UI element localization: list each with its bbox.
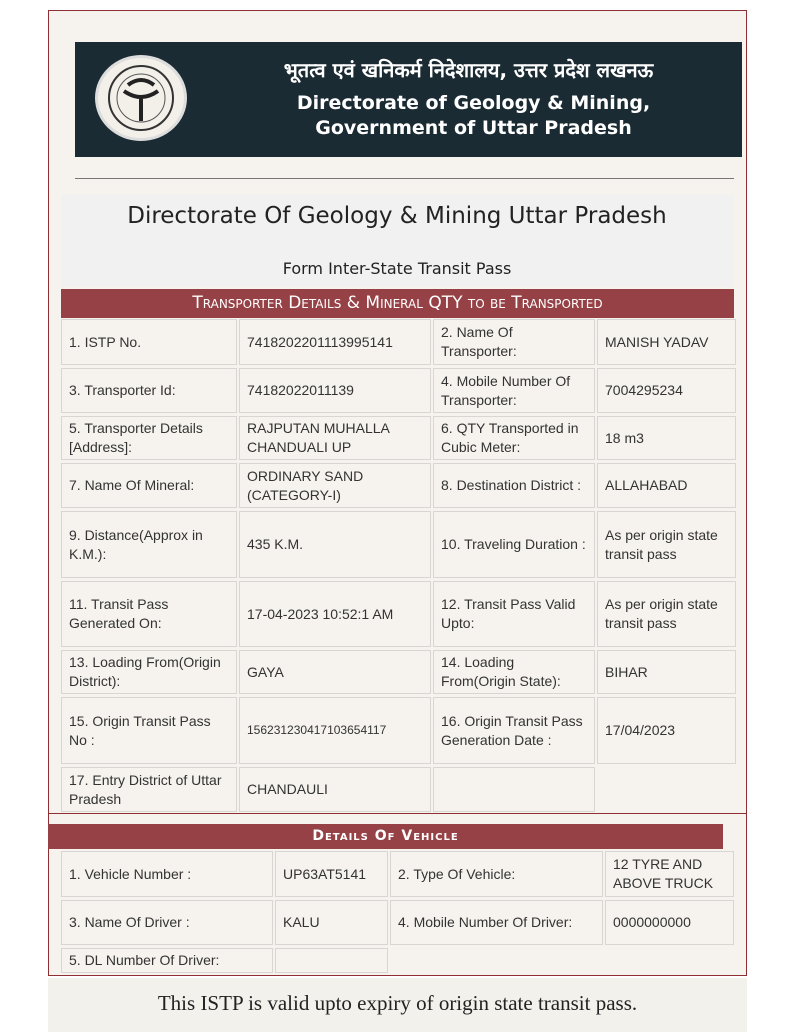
field-value: KALU — [275, 900, 388, 945]
field-label: 4. Mobile Number Of Driver: — [390, 900, 603, 945]
field-label: 17. Entry District of Uttar Pradesh — [61, 767, 237, 812]
field-label: 3. Name Of Driver : — [61, 900, 273, 945]
field-value: As per origin state transit pass — [597, 511, 736, 578]
banner-english-line1: Directorate of Geology & Mining, — [296, 92, 651, 114]
banner-english-line2: Government of Uttar Pradesh — [315, 117, 632, 139]
header-banner — [75, 42, 742, 157]
field-label: 2. Name Of Transporter: — [433, 319, 595, 365]
field-value: 74182022011139 — [239, 368, 431, 413]
field-label: 14. Loading From(Origin State): — [433, 650, 595, 694]
field-label — [433, 767, 595, 812]
field-label: 15. Origin Transit Pass No : — [61, 697, 237, 764]
transporter-details-table — [61, 319, 736, 812]
field-label: 10. Traveling Duration : — [433, 511, 595, 578]
field-label: 7. Name Of Mineral: — [61, 463, 237, 508]
field-label: 1. ISTP No. — [61, 319, 237, 365]
field-value — [597, 767, 736, 812]
form-subtitle: Form Inter-State Transit Pass — [282, 259, 512, 278]
field-value: RAJPUTAN MUHALLA CHANDUALI UP — [239, 416, 431, 460]
field-label: 12. Transit Pass Valid Upto: — [433, 581, 595, 647]
field-value: 12 TYRE AND ABOVE TRUCK — [605, 851, 734, 897]
banner-hindi-title: भूतत्व एवं खनिकर्म निदेशालय, उत्तर प्रदेश लखनऊ — [283, 58, 654, 82]
field-value: UP63AT5141 — [275, 851, 388, 897]
field-value: 435 K.M. — [239, 511, 431, 578]
field-label: 11. Transit Pass Generated On: — [61, 581, 237, 647]
field-label: 9. Distance(Approx in K.M.): — [61, 511, 237, 578]
page-title: Directorate Of Geology & Mining Uttar Pradesh — [127, 203, 667, 229]
field-label: 2. Type Of Vehicle: — [390, 851, 603, 897]
field-label: 3. Transporter Id: — [61, 368, 237, 413]
field-value — [275, 948, 388, 973]
field-value: BIHAR — [597, 650, 736, 694]
field-value: As per origin state transit pass — [597, 581, 736, 647]
validity-note: This ISTP is valid upto expiry of origin state transit pass. — [48, 978, 747, 1032]
transporter-section-heading: Transporter Details & Mineral QTY to be Transported — [61, 289, 734, 318]
field-value: MANISH YADAV — [597, 319, 736, 365]
field-label: 5. DL Number Of Driver: — [61, 948, 273, 973]
field-label: 8. Destination District : — [433, 463, 595, 508]
field-label: 16. Origin Transit Pass Generation Date : — [433, 697, 595, 764]
field-value: GAYA — [239, 650, 431, 694]
vehicle-details-table — [61, 851, 734, 973]
vehicle-section-heading: Details Of Vehicle — [48, 824, 723, 849]
title-box — [61, 195, 733, 287]
field-label: 6. QTY Transported in Cubic Meter: — [433, 416, 595, 460]
field-value: 17/04/2023 — [597, 697, 736, 764]
section-divider — [48, 813, 747, 814]
field-label: 13. Loading From(Origin District): — [61, 650, 237, 694]
up-government-emblem-icon — [95, 55, 187, 141]
field-label: 4. Mobile Number Of Transporter: — [433, 368, 595, 413]
field-value: 0000000000 — [605, 900, 734, 945]
field-label: 1. Vehicle Number : — [61, 851, 273, 897]
field-value: 7418202201113995141 — [239, 319, 431, 365]
field-value: ALLAHABAD — [597, 463, 736, 508]
field-label: 5. Transporter Details [Address]: — [61, 416, 237, 460]
divider — [75, 178, 734, 179]
field-value: 18 m3 — [597, 416, 736, 460]
field-value: ORDINARY SAND (CATEGORY-I) — [239, 463, 431, 508]
field-value: 7004295234 — [597, 368, 736, 413]
field-value: 17-04-2023 10:52:1 AM — [239, 581, 431, 647]
field-value: 156231230417103654117 — [239, 697, 431, 764]
field-value: CHANDAULI — [239, 767, 431, 812]
